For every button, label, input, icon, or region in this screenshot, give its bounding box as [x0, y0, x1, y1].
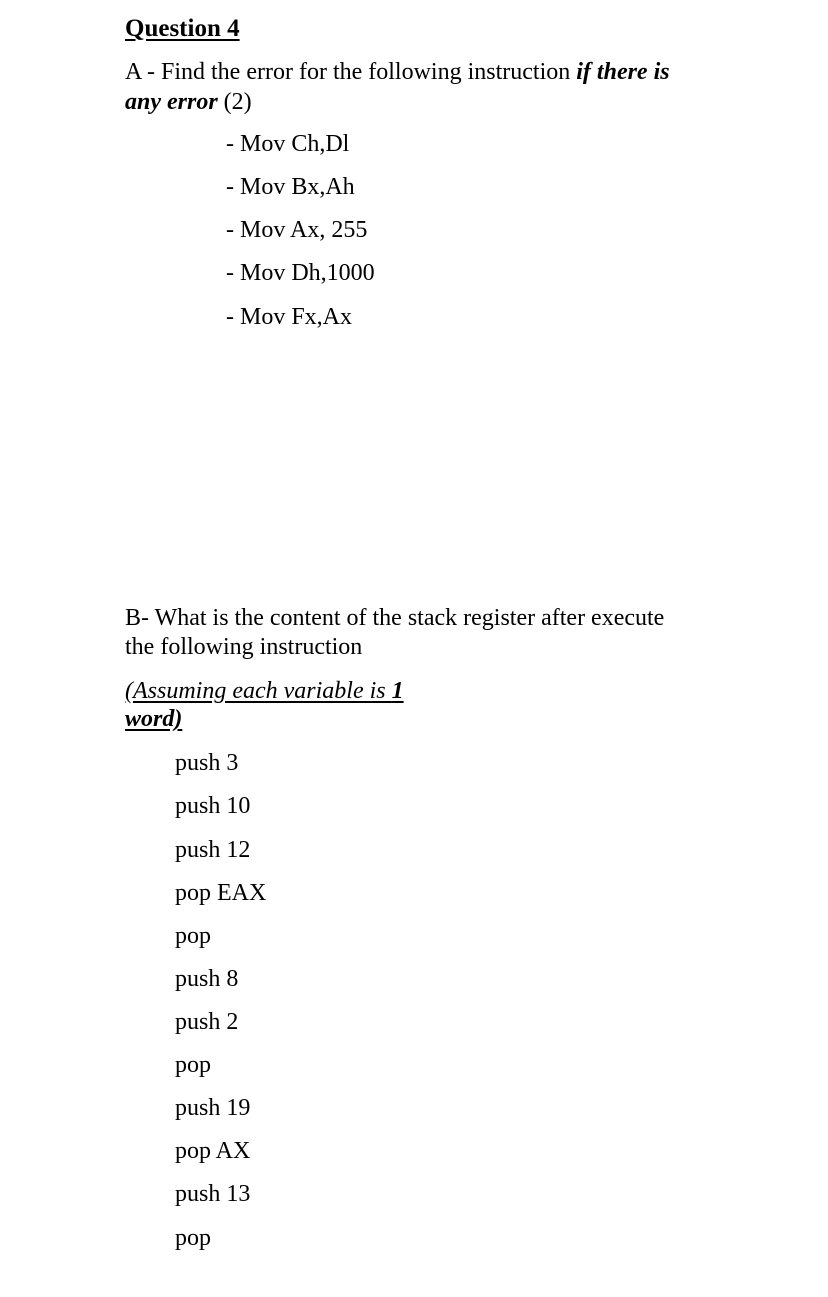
question-title: Question 4	[125, 15, 240, 42]
part-b-instruction-6: push 8	[175, 966, 239, 992]
part-b-assumption-text: (Assuming each variable is	[125, 678, 392, 704]
part-a-prompt-line1	[125, 60, 670, 84]
part-b-instruction-2: push 10	[175, 793, 251, 819]
part-b-instruction-8: pop	[175, 1052, 211, 1078]
part-a-prompt-emphasis: if there is	[576, 59, 670, 85]
part-b-assumption-number: 1	[391, 678, 404, 704]
part-a-instruction-4: - Mov Dh,1000	[226, 260, 375, 286]
part-b-instruction-5: pop	[175, 923, 211, 949]
part-b-instruction-11: push 13	[175, 1181, 251, 1207]
part-b-instruction-3: push 12	[175, 837, 251, 863]
part-b-instruction-1: push 3	[175, 750, 239, 776]
part-a-instruction-3: - Mov Ax, 255	[226, 217, 368, 243]
part-a-prompt-text: A - Find the error for the following instruction	[125, 59, 577, 85]
part-a-prompt-emphasis-2: any error	[125, 89, 218, 115]
part-b-prompt-line1: B- What is the content of the stack register after execute	[125, 605, 665, 631]
part-a-instruction-2: - Mov Bx,Ah	[226, 174, 355, 200]
part-a-instruction-5: - Mov Fx,Ax	[226, 304, 353, 330]
part-a-prompt-line2	[125, 90, 252, 114]
part-a-points: (2)	[217, 89, 252, 115]
part-a-instruction-1: - Mov Ch,Dl	[226, 131, 350, 157]
part-b-instruction-9: push 19	[175, 1095, 251, 1121]
part-b-prompt-line2: the following instruction	[125, 634, 363, 660]
part-b-assumption-line1	[125, 679, 404, 703]
part-b-assumption-line2: word)	[125, 706, 183, 732]
part-b-instruction-7: push 2	[175, 1009, 239, 1035]
part-b-instruction-12: pop	[175, 1225, 211, 1251]
part-b-instruction-4: pop EAX	[175, 880, 267, 906]
part-b-instruction-10: pop AX	[175, 1138, 251, 1164]
